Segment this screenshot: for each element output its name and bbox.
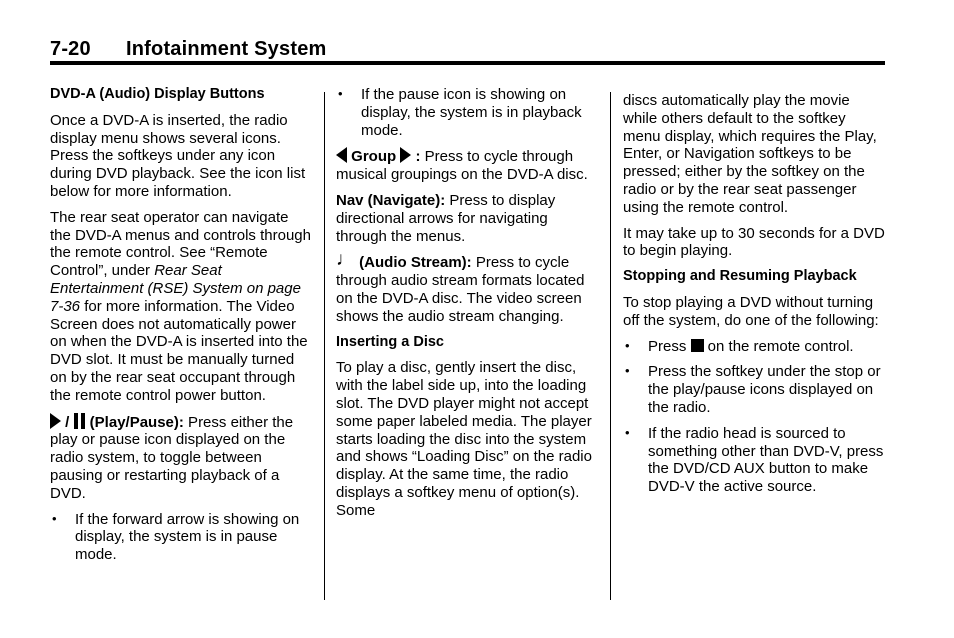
column-2 bbox=[336, 86, 598, 528]
softkey-menu-paragraph: discs automatically play the movie while others default to the softkey menu display, which requires the Play, Enter, or Navigation softkeys to be pressed; either by the softkey on the radio or by the rear seat passenger using the remote control. bbox=[623, 92, 877, 216]
play-pause-list bbox=[50, 511, 312, 564]
play-pause-label: (Play/Pause): bbox=[85, 413, 184, 431]
group-next-icon bbox=[400, 147, 411, 163]
dvd-a-buttons-heading: DVD-A (Audio) Display Buttons bbox=[50, 86, 265, 102]
list-item: • If the radio head is sourced to something other than DVD-V, press the DVD/CD AUX button to make DVD-V the active source. bbox=[625, 424, 884, 496]
stopping-heading: Stopping and Resuming Playback bbox=[623, 268, 857, 285]
audio-stream-paragraph: ♩ (Audio Stream): Press to cycle through audio stream formats located on the DVD-A disc. The video screen shows the audio stream changing. bbox=[336, 249, 585, 325]
list-item: • Press the softkey under the stop or the play/pause icons displayed on the radio. bbox=[625, 363, 881, 416]
bullet-icon: • bbox=[625, 363, 630, 379]
column-1 bbox=[50, 86, 312, 572]
stop-icon bbox=[691, 339, 704, 352]
column-3 bbox=[623, 86, 885, 504]
bullet-icon: • bbox=[625, 337, 630, 353]
rear-seat-paragraph: The rear seat operator can navigate the DVD-A menus and controls through the remote control. See “Remote Control”, under Rear Seat Entertainment (RSE) System on page 7-36 for more information. The Video Screen does not automatically power on when the DVD-A is inserted into the DVD slot. It must be manually turned on by the rear seat occupant through the remote control power button. bbox=[50, 208, 311, 404]
bullet-icon: • bbox=[338, 86, 343, 101]
inserting-disc-heading: Inserting a Disc bbox=[336, 333, 444, 350]
pause-list bbox=[336, 86, 598, 139]
column-divider-2 bbox=[610, 92, 611, 600]
group-label: Group bbox=[347, 148, 401, 166]
header-rule bbox=[50, 61, 885, 65]
page-number: 7-20 bbox=[50, 38, 91, 60]
audio-stream-label: (Audio Stream): bbox=[355, 254, 472, 272]
play-icon bbox=[50, 413, 61, 429]
group-paragraph: Group : Press to cycle through musical groupings on the DVD-A disc. bbox=[336, 148, 588, 184]
inserting-disc-paragraph: To play a disc, gently insert the disc, with the label side up, into the loading slot. The DVD player might not accept some paper labeled media. The player starts loading the disc into the system and shows “Loading Disc” on the radio display. At the same time, the radio displays a softkey menu of option(s). Some bbox=[336, 359, 592, 519]
list-item: • Press on the remote control. bbox=[625, 337, 854, 355]
page-header bbox=[50, 38, 327, 61]
column-divider-1 bbox=[324, 92, 325, 600]
list-item: • If the forward arrow is showing on display, the system is in pause mode. bbox=[52, 510, 300, 564]
group-previous-icon bbox=[336, 147, 347, 163]
list-item: • If the pause icon is showing on display, the system is in playback mode. bbox=[338, 86, 582, 139]
section-title: Infotainment System bbox=[126, 38, 327, 60]
bullet-icon: • bbox=[52, 510, 57, 526]
music-note-icon: ♩ bbox=[336, 249, 355, 271]
rse-page-reference: Rear Seat Entertainment (RSE) System on page 7-36 bbox=[50, 262, 301, 315]
bullet-icon: • bbox=[625, 424, 630, 440]
navigate-label: Nav (Navigate): bbox=[336, 191, 446, 209]
pause-icon bbox=[74, 413, 86, 429]
play-pause-paragraph: / (Play/Pause): Press either the play or pause icon displayed on the radio system, to toggle between pausing or restarting playback of a DVD. bbox=[50, 413, 294, 502]
intro-paragraph: Once a DVD-A is inserted, the radio display menu shows several icons. Press the softkeys under any icon during DVD playback. See the icon list below for more information. bbox=[50, 111, 306, 200]
wait-time-paragraph: It may take up to 30 seconds for a DVD to begin playing. bbox=[623, 224, 885, 260]
stopping-list bbox=[623, 338, 885, 496]
navigate-paragraph: Nav (Navigate): Press to display directional arrows for navigating through the menus. bbox=[336, 191, 556, 245]
stopping-intro-paragraph: To stop playing a DVD without turning off the system, do one of the following: bbox=[623, 293, 879, 329]
